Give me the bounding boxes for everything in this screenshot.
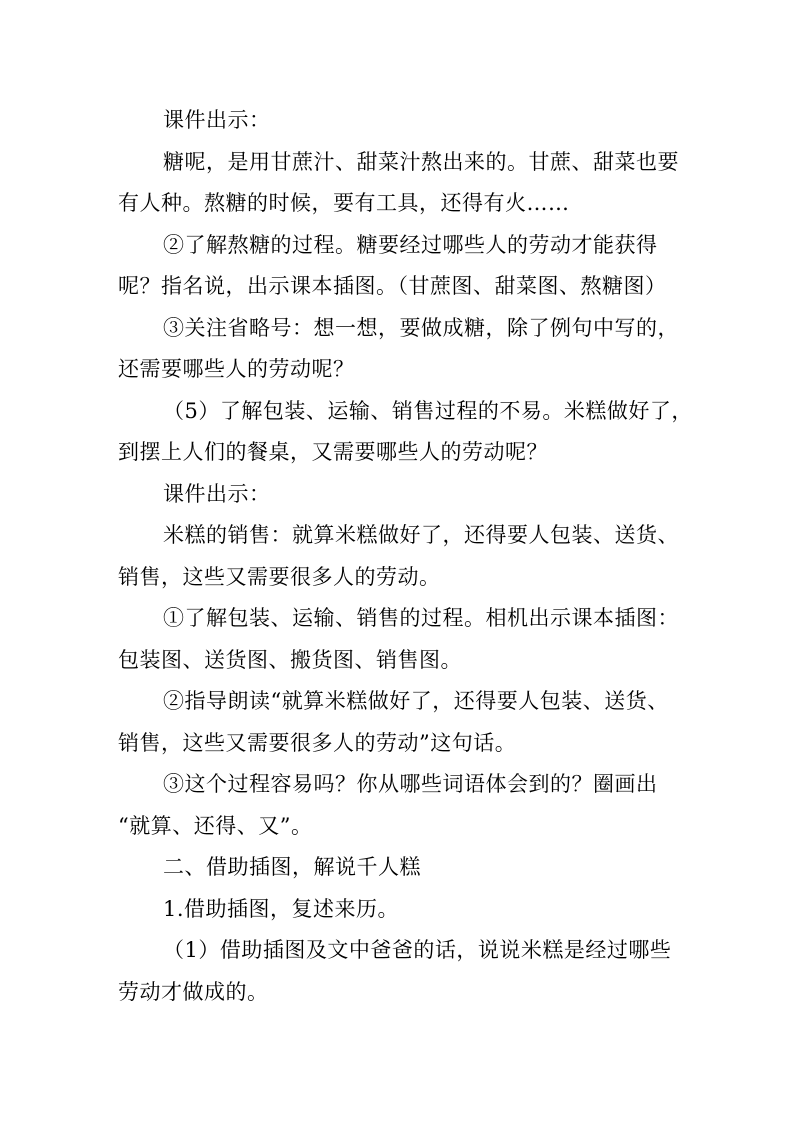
text-line-13: ①了解包装、运输、销售的过程。相机出示课本插图： — [163, 606, 679, 630]
text-line-3: 有人种。熬糖的时候，要有工具，还得有火…… — [118, 191, 570, 215]
text-line-17: ③这个过程容易吗？你从哪些词语体会到的？圈画出 — [163, 772, 658, 796]
text-line-18: “就算、还得、又”。 — [118, 814, 313, 838]
text-line-5: 呢？指名说，出示课本插图。（甘蔗图、甜菜图、熬糖图） — [118, 274, 667, 298]
text-line-9: 到摆上人们的餐桌，又需要哪些人的劳动呢？ — [118, 440, 548, 464]
text-line-16: 销售，这些又需要很多人的劳动”这句话。 — [118, 731, 517, 755]
text-line-14: 包装图、送货图、搬货图、销售图。 — [118, 648, 462, 672]
text-line-4: ②了解熬糖的过程。糖要经过哪些人的劳动才能获得 — [163, 233, 658, 257]
text-line-21: （1）借助插图及文中爸爸的话，说说米糕是经过哪些 — [163, 938, 672, 962]
text-line-2: 糖呢，是用甘蔗汁、甜菜汁熬出来的。甘蔗、甜菜也要 — [163, 150, 679, 174]
text-line-1: 课件出示： — [163, 108, 271, 132]
text-line-6: ③关注省略号：想一想，要做成糖，除了例句中写的， — [163, 316, 679, 340]
text-line-7: 还需要哪些人的劳动呢？ — [118, 357, 355, 381]
text-line-20: 1.借助插图，复述来历。 — [163, 897, 400, 921]
text-line-8: （5）了解包装、运输、销售过程的不易。米糕做好了， — [163, 399, 693, 423]
text-line-12: 销售，这些又需要很多人的劳动。 — [118, 565, 441, 589]
text-line-19: 二、借助插图，解说千人糕 — [163, 855, 421, 879]
text-line-15: ②指导朗读“就算米糕做好了，还得要人包装、送货、 — [163, 689, 669, 713]
text-line-22: 劳动才做成的。 — [118, 980, 269, 1004]
text-line-11: 米糕的销售：就算米糕做好了，还得要人包装、送货、 — [163, 523, 679, 547]
text-line-10: 课件出示： — [163, 482, 271, 506]
